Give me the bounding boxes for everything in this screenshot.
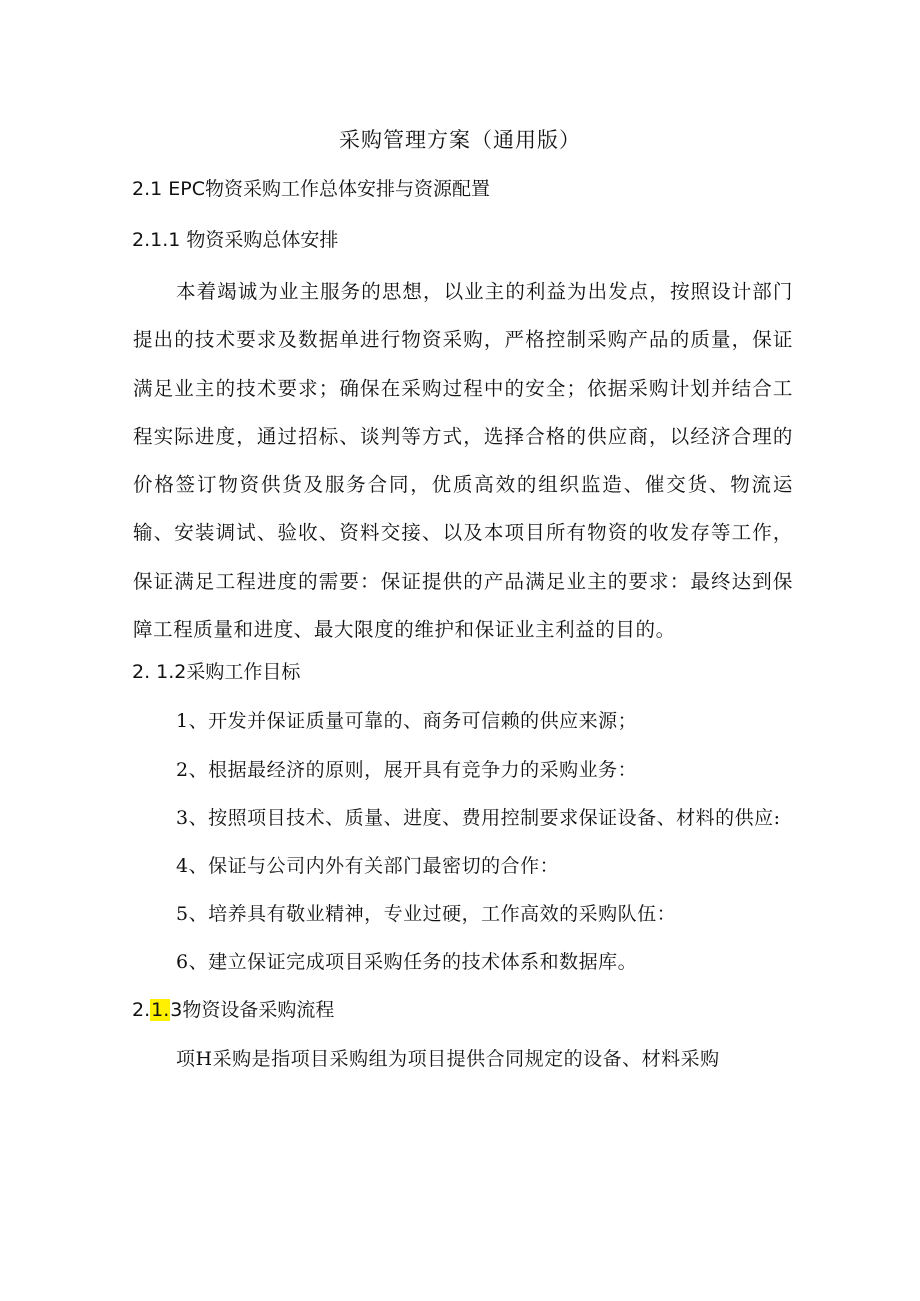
paragraph-procurement-definition: 项H采购是指项目采购组为项目提供合同规定的设备、材料采购 (176, 1048, 720, 1070)
heading-prefix: 2. (132, 999, 151, 1021)
highlighted-text: 1. (151, 999, 170, 1021)
section-heading-2-1: 2.1 EPC物资采购工作总体安排与资源配置 (132, 178, 490, 200)
goal-item: 6、建立保证完成项目采购任务的技术体系和数据库。 (176, 951, 638, 973)
section-heading-2-1-2: 2. 1.2采购工作目标 (132, 661, 301, 683)
goal-item: 2、根据最经济的原则，展开具有竞争力的采购业务： (176, 759, 638, 781)
goal-item: 4、保证与公司内外有关部门最密切的合作： (176, 855, 560, 877)
paragraph-overall-arrangement (133, 268, 793, 654)
paragraph-text: 本着竭诚为业主服务的思想，以业主的利益为出发点，按照设计部门提出的技术要求及数据单进行物资采购，严格控制采购产品的质量，保证满足业主的技术要求；确保在采购过程中的安全；依据采购计划并结合工程实际进度，通过招标、谈判等方式，选择合格的供应商，以经济合理的价格签订物资供货及服务合同，优质高效的组织监造、催交货、物流运输、安装调试、验收、资料交接、以及本项目所有物资的收发存等工作，保证满足工程进度的需要：保证提供的产品满足业主的要求：最终达到保障工程质量和进度、最大限度的维护和保证业主利益的目的。 (133, 280, 793, 642)
goal-item: 3、按照项目技术、质量、进度、费用控制要求保证设备、材料的供应: (176, 807, 781, 829)
heading-suffix: 3物资设备采购流程 (170, 999, 335, 1021)
section-heading-2-1-3 (132, 998, 334, 1022)
section-heading-2-1-1: 2.1.1 物资采购总体安排 (132, 229, 339, 251)
goal-item: 5、培养具有敬业精神，专业过硬，工作高效的采购队伍： (176, 903, 677, 925)
goal-item: 1、开发并保证质量可靠的、商务可信赖的供应来源； (176, 710, 638, 732)
page-title: 采购管理方案（通用版） (339, 128, 581, 152)
